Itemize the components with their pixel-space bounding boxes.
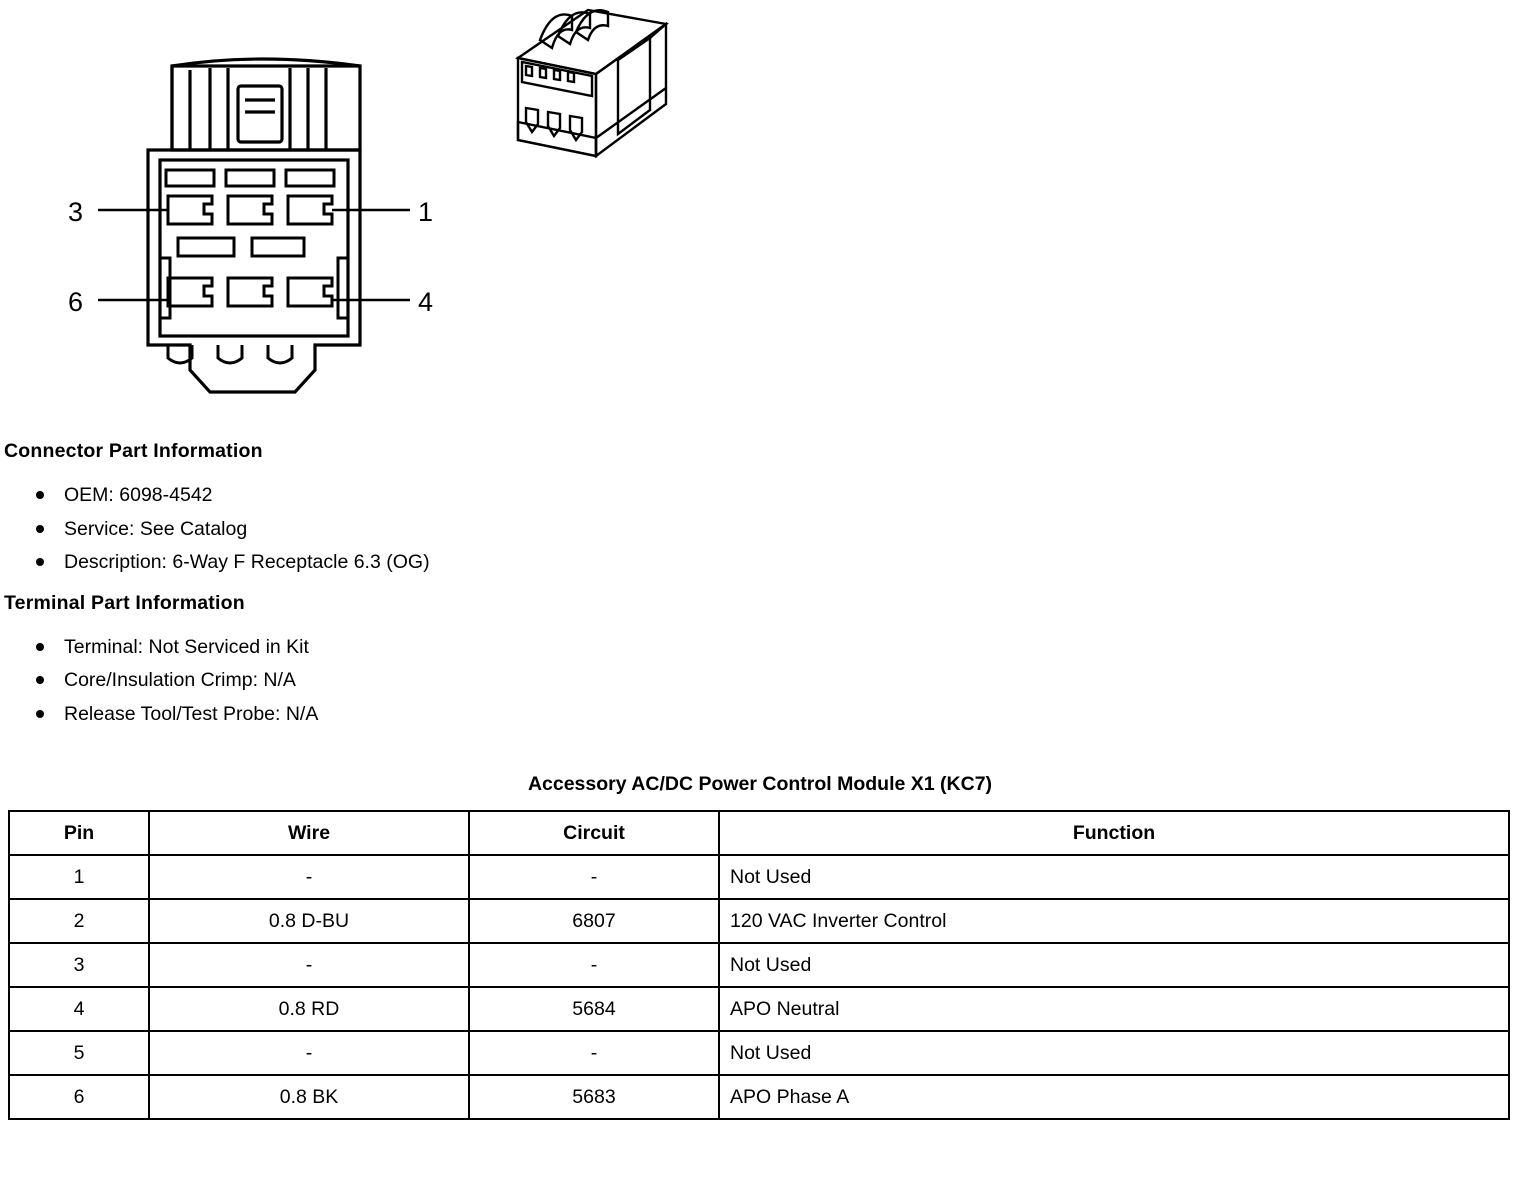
table-row bbox=[9, 1075, 1509, 1119]
cell-pin: 1 bbox=[9, 855, 149, 899]
table-row bbox=[9, 943, 1509, 987]
cell-function: Not Used bbox=[719, 855, 1509, 899]
connector-diagram bbox=[0, 0, 1520, 440]
connector-part-information-list bbox=[0, 479, 1520, 580]
pin-callout-4: 4 bbox=[418, 287, 434, 317]
cell-wire: 0.8 BK bbox=[149, 1075, 469, 1119]
pinout-table bbox=[8, 810, 1510, 1120]
pin-callout-1: 1 bbox=[418, 197, 434, 227]
cell-function: Not Used bbox=[719, 1031, 1509, 1075]
cell-function: APO Neutral bbox=[719, 987, 1509, 1031]
connector-part-information-heading: Connector Part Information bbox=[4, 440, 263, 462]
column-header-pin: Pin bbox=[9, 811, 149, 855]
pin-callout-6: 6 bbox=[68, 287, 84, 317]
cell-circuit: - bbox=[469, 855, 719, 899]
list-item: Core/Insulation Crimp: N/A bbox=[0, 664, 1520, 698]
terminal-part-information bbox=[0, 592, 1520, 732]
cell-pin: 2 bbox=[9, 899, 149, 943]
list-item: OEM: 6098-4542 bbox=[0, 479, 1520, 513]
cell-function: 120 VAC Inverter Control bbox=[719, 899, 1509, 943]
terminal-part-information-list bbox=[0, 631, 1520, 732]
list-item: Release Tool/Test Probe: N/A bbox=[0, 698, 1520, 732]
column-header-wire: Wire bbox=[149, 811, 469, 855]
cell-function: APO Phase A bbox=[719, 1075, 1509, 1119]
table-row bbox=[9, 899, 1509, 943]
cell-pin: 3 bbox=[9, 943, 149, 987]
cell-circuit: 5683 bbox=[469, 1075, 719, 1119]
cell-circuit: 6807 bbox=[469, 899, 719, 943]
column-header-circuit: Circuit bbox=[469, 811, 719, 855]
cell-wire: 0.8 RD bbox=[149, 987, 469, 1031]
table-row bbox=[9, 855, 1509, 899]
terminal-part-information-heading: Terminal Part Information bbox=[4, 591, 245, 614]
cell-wire: - bbox=[149, 1031, 469, 1075]
cell-circuit: - bbox=[469, 943, 719, 987]
pinout-table-title: Accessory AC/DC Power Control Module X1 (KC7) bbox=[527, 773, 993, 796]
cell-function: Not Used bbox=[719, 943, 1509, 987]
pin-callout-3: 3 bbox=[68, 197, 84, 227]
cell-pin: 4 bbox=[9, 987, 149, 1031]
cell-wire: - bbox=[149, 855, 469, 899]
connector-isometric-view bbox=[500, 0, 760, 185]
cell-circuit: 5684 bbox=[469, 987, 719, 1031]
list-item: Terminal: Not Serviced in Kit bbox=[0, 631, 1520, 665]
table-row bbox=[9, 987, 1509, 1031]
cell-pin: 5 bbox=[9, 1031, 149, 1075]
cell-wire: - bbox=[149, 943, 469, 987]
cell-circuit: - bbox=[469, 1031, 719, 1075]
list-item: Service: See Catalog bbox=[0, 513, 1520, 547]
list-item: Description: 6-Way F Receptacle 6.3 (OG) bbox=[0, 546, 1520, 580]
cell-wire: 0.8 D-BU bbox=[149, 899, 469, 943]
connector-front-view bbox=[60, 0, 480, 425]
table-row bbox=[9, 1031, 1509, 1075]
column-header-function: Function bbox=[719, 811, 1509, 855]
cell-pin: 6 bbox=[9, 1075, 149, 1119]
connector-part-information bbox=[0, 440, 1520, 580]
table-header-row bbox=[9, 811, 1509, 855]
